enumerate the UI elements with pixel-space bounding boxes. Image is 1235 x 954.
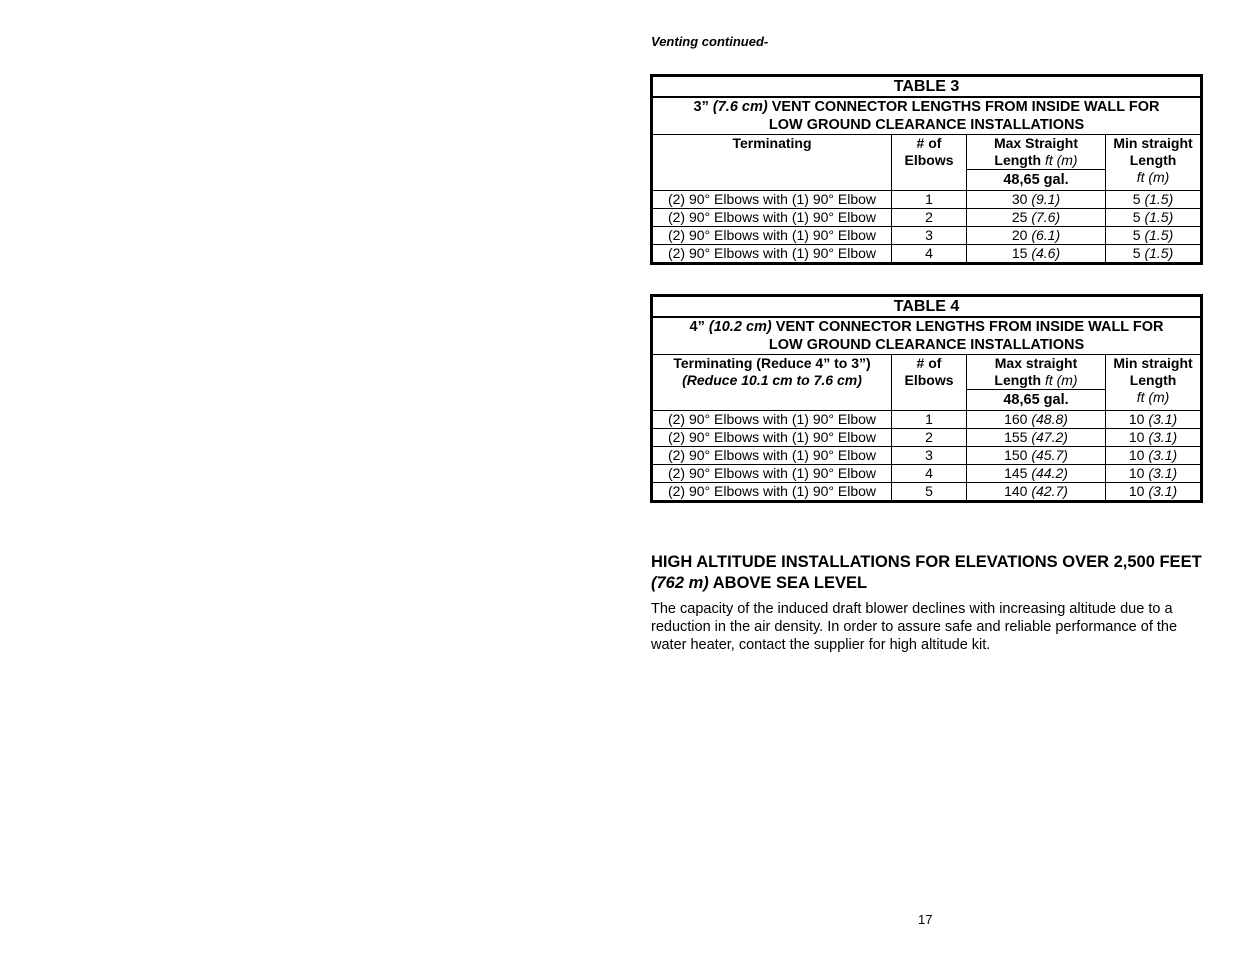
table-3 — [650, 74, 1203, 265]
page-number: 17 — [918, 912, 933, 927]
terminating-cell: (2) 90° Elbows with (1) 90° Elbow — [652, 191, 892, 209]
venting-continued-heading: Venting continued- — [651, 34, 769, 49]
min-length-cell: 5 (1.5) — [1106, 227, 1202, 245]
table-3-title: TABLE 3 — [652, 76, 1202, 98]
table-row — [652, 483, 1202, 502]
min-length-cell: 5 (1.5) — [1106, 245, 1202, 264]
max-length-cell: 30 (9.1) — [967, 191, 1106, 209]
table-row — [652, 209, 1202, 227]
table-row — [652, 447, 1202, 465]
elbows-cell: 4 — [892, 245, 967, 264]
max-length-cell: 15 (4.6) — [967, 245, 1106, 264]
min-length-cell: 10 (3.1) — [1106, 465, 1202, 483]
table-4-header-terminating: Terminating (Reduce 4” to 3”) (Reduce 10.1 cm to 7.6 cm) — [652, 355, 892, 411]
table-4-title: TABLE 4 — [652, 296, 1202, 318]
max-length-cell: 150 (45.7) — [967, 447, 1106, 465]
table-row — [652, 429, 1202, 447]
table-4-header-elbows: # of Elbows — [892, 355, 967, 411]
max-length-cell: 160 (48.8) — [967, 411, 1106, 429]
high-altitude-paragraph: The capacity of the induced draft blower declines with increasing altitude due to a reduction in the air density. In order to assure safe and reliable performance of the water heater, contact the supplier for high altitude kit. — [651, 601, 1178, 653]
elbows-cell: 1 — [892, 191, 967, 209]
max-length-cell: 25 (7.6) — [967, 209, 1106, 227]
table-3-header-max: Max Straight Length ft (m) — [967, 135, 1106, 170]
terminating-cell: (2) 90° Elbows with (1) 90° Elbow — [652, 465, 892, 483]
elbows-cell: 2 — [892, 209, 967, 227]
min-length-cell: 5 (1.5) — [1106, 209, 1202, 227]
min-length-cell: 5 (1.5) — [1106, 191, 1202, 209]
elbows-cell: 5 — [892, 483, 967, 502]
terminating-cell: (2) 90° Elbows with (1) 90° Elbow — [652, 447, 892, 465]
elbows-cell: 2 — [892, 429, 967, 447]
min-length-cell: 10 (3.1) — [1106, 447, 1202, 465]
table-row — [652, 411, 1202, 429]
table-4 — [650, 294, 1203, 503]
max-length-cell: 155 (47.2) — [967, 429, 1106, 447]
max-length-cell: 20 (6.1) — [967, 227, 1106, 245]
table-4-header-gallons: 48,65 gal. — [967, 390, 1106, 411]
terminating-cell: (2) 90° Elbows with (1) 90° Elbow — [652, 245, 892, 264]
high-altitude-heading: HIGH ALTITUDE INSTALLATIONS FOR ELEVATIONS OVER 2,500 FEET (762 m) ABOVE SEA LEVEL — [651, 553, 1202, 592]
min-length-cell: 10 (3.1) — [1106, 429, 1202, 447]
max-length-cell: 140 (42.7) — [967, 483, 1106, 502]
max-length-cell: 145 (44.2) — [967, 465, 1106, 483]
elbows-cell: 3 — [892, 227, 967, 245]
table-4-subtitle: 4” (10.2 cm) VENT CONNECTOR LENGTHS FROM INSIDE WALL FOR LOW GROUND CLEARANCE INSTALLATIONS — [652, 317, 1202, 355]
table-3-subtitle: 3” (7.6 cm) VENT CONNECTOR LENGTHS FROM INSIDE WALL FOR LOW GROUND CLEARANCE INSTALLATIONS — [652, 97, 1202, 135]
min-length-cell: 10 (3.1) — [1106, 483, 1202, 502]
elbows-cell: 3 — [892, 447, 967, 465]
terminating-cell: (2) 90° Elbows with (1) 90° Elbow — [652, 429, 892, 447]
table-3-header-terminating: Terminating — [652, 135, 892, 191]
terminating-cell: (2) 90° Elbows with (1) 90° Elbow — [652, 411, 892, 429]
table-4-header-min: Min straight Length ft (m) — [1106, 355, 1202, 411]
table-row — [652, 227, 1202, 245]
table-3-header-min: Min straight Length ft (m) — [1106, 135, 1202, 191]
elbows-cell: 4 — [892, 465, 967, 483]
table-row — [652, 191, 1202, 209]
terminating-cell: (2) 90° Elbows with (1) 90° Elbow — [652, 227, 892, 245]
table-row — [652, 245, 1202, 264]
table-3-header-gallons: 48,65 gal. — [967, 170, 1106, 191]
table-4-header-max: Max straight Length ft (m) — [967, 355, 1106, 390]
terminating-cell: (2) 90° Elbows with (1) 90° Elbow — [652, 209, 892, 227]
terminating-cell: (2) 90° Elbows with (1) 90° Elbow — [652, 483, 892, 502]
elbows-cell: 1 — [892, 411, 967, 429]
min-length-cell: 10 (3.1) — [1106, 411, 1202, 429]
table-3-header-elbows: # of Elbows — [892, 135, 967, 191]
table-row — [652, 465, 1202, 483]
